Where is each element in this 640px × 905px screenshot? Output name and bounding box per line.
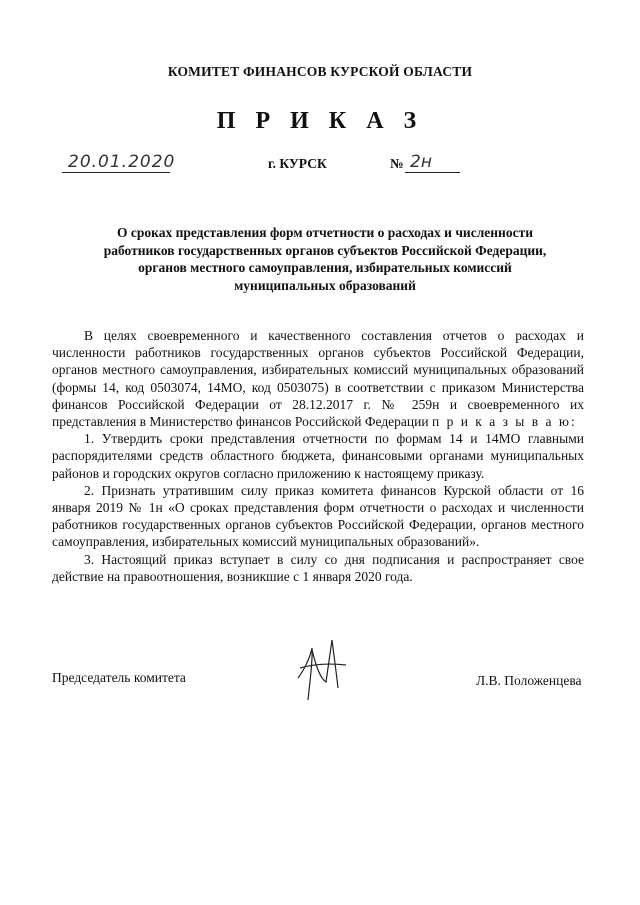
document-title — [60, 224, 590, 294]
document-body — [52, 327, 584, 585]
item-2: 2. Признать утратившим силу приказ комитета финансов Курской области от 16 января 2019 № 1н «О сроках представления форм отчетности о расходах и численности работников государственных органов субъектов Российской Федерации, органов местного самоуправления, избирательных комиссий муниципальных образований». — [52, 482, 584, 550]
handwritten-date: 20.01.2020 — [68, 152, 176, 172]
intro-text: В целях своевременного и качественного составления отчетов о расходах и численности работников государственных органов субъектов Российской Федерации, органов местного самоуправления, избирательных комиссий муниципальных образований (формы 14, код 0503074, 14МО, код 0503075) в соответствии с приказом Министерства финансов Российской Федерации от 28.12.2017 г. № 259н и своевременного их представления в Министерство финансов Российской Федерации — [52, 328, 584, 430]
handwritten-number: 2н — [410, 152, 432, 172]
intro-paragraph — [52, 327, 584, 430]
item-3: 3. Настоящий приказ вступает в силу со дня подписания и распространяет свое действие на правоотношения, возникшие с 1 января 2020 года. — [52, 551, 584, 584]
order-word: п р и к а з ы в а ю: — [431, 414, 577, 430]
item-1: 1. Утвердить сроки представления отчетности по формам 14 и 14МО главными распорядителями средств областного бюджета, финансовыми органами муниципальных районов и городских округов согласно приложению к настоящему приказу. — [52, 431, 584, 481]
title-line: работников государственных органов субъектов Российской Федерации, — [103, 242, 547, 258]
title-line: органов местного самоуправления, избирательных комиссий — [138, 260, 512, 275]
signer-name: Л.В. Положенцева — [476, 673, 582, 688]
document-type: П Р И К А З — [216, 108, 424, 134]
date-underline — [62, 172, 170, 173]
number-label: № — [390, 156, 404, 171]
organization-name: КОМИТЕТ ФИНАНСОВ КУРСКОЙ ОБЛАСТИ — [167, 64, 473, 79]
signer-role: Председатель комитета — [52, 670, 186, 685]
title-line: муниципальных образований — [234, 277, 416, 293]
signature-image — [292, 630, 352, 710]
number-underline — [405, 172, 460, 173]
title-line: О сроках представления форм отчетности о расходах и численности — [117, 225, 533, 240]
city: г. КУРСК — [268, 156, 327, 171]
